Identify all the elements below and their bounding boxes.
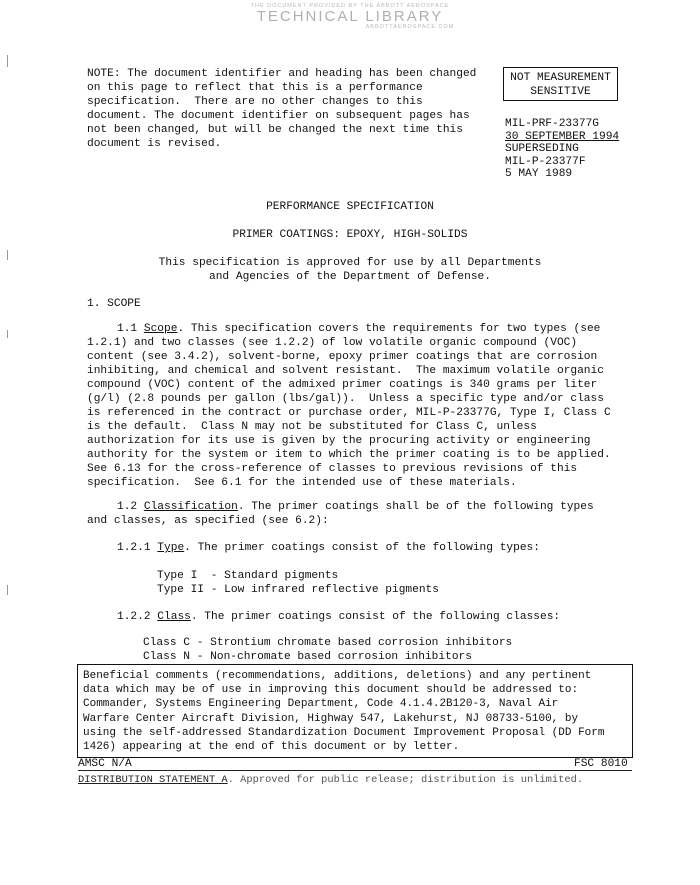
doc-id: MIL-PRF-23377G [505, 118, 599, 130]
comments-box: Beneficial comments (recommendations, additions, deletions) and any pertinent data which may be of use in improving this document should be addressed to: Commander, Systems Engineering Department, Code 4.1.4.2B120-3, Naval Air Warfare Center Aircraft Division, Highway 547, Lakehurst, NJ 08733-5100, by using the self-addressed Standardization Document Improvement Proposal (DD Form 1426) appearing at the end of this document or by letter. [77, 664, 633, 758]
spec-kind: PERFORMANCE SPECIFICATION [266, 201, 434, 213]
para-1-2 [87, 500, 657, 528]
old-doc-date: 5 MAY 1989 [505, 168, 573, 181]
para-1-1-first-text: . This specification covers the requirements for two types (see [177, 323, 601, 335]
approval-statement: This specification is approved for use by all Departments and Agencies of the Department of Defense. [158, 257, 542, 283]
para-1-2-1-text: . The primer coatings consist of the following types: [184, 542, 540, 554]
para-1-2-1-title: Type [157, 542, 185, 554]
para-1-1-first-line [87, 322, 657, 336]
para-1-2-title: Classification [143, 501, 238, 513]
superseding-label: SUPERSEDING [505, 143, 579, 156]
type-ii: Type II - Low infrared reflective pigments [157, 584, 439, 596]
para-1-2-first-text: . The primer coatings shall be of the following types [237, 501, 594, 513]
scan-edge-mark [7, 55, 8, 67]
doc-identifiers [505, 118, 619, 181]
para-1-2-number: 1.2 [117, 501, 144, 513]
para-1-1-body: 1.2.1) and two classes (see 1.2.2) of low volatile organic compound (VOC) content (see 3.4.2), solvent-borne, epoxy primer coatings that are corrosion inhibiting, and chemical and solvent resistant. The maximum volatile organic compound (VOC) content of the admixed primer coatings is 340 grams per liter (g/l) (2.8 pounds per gallon (lbs/gal)). Unless a specific type and/or class is referenced in the contract or purchase order, MIL-P-23377G, Type I, Class C is the default. Class N may not be substituted for Class C, unless authorization for its use is given by the procuring activity or engineering authority for the system or item to which the primer coating is to be applied. See 6.13 for the cross-reference of classes to previous revisions of this specification. See 6.1 for the intended use of these materials. [87, 337, 611, 489]
para-1-2-2-title: Class [157, 611, 191, 623]
para-1-2-1-number: 1.2.1 [117, 542, 158, 554]
scan-edge-mark [7, 330, 8, 338]
para-1-2-2-number: 1.2.2 [117, 611, 158, 623]
class-n: Class N - Non-chromate based corrosion inhibitors [143, 651, 472, 663]
para-1-2-2 [117, 610, 560, 624]
distribution-text: . Approved for public release; distribution is unlimited. [227, 774, 584, 786]
fsc-label: FSC 8010 [574, 758, 628, 770]
doc-date: 30 SEPTEMBER 1994 [505, 130, 620, 143]
amsc-label: AMSC N/A [78, 758, 132, 770]
footer-rule [78, 770, 632, 771]
class-list [143, 636, 512, 664]
watermark-small-line: THE DOCUMENT PROVIDED BY THE ABBOTT AEROSPACE [250, 3, 450, 9]
para-1-1-title: Scope [143, 323, 178, 335]
para-1-2-body: and classes, as specified (see 6.2): [87, 515, 329, 527]
scan-edge-mark [7, 585, 8, 595]
library-watermark [0, 0, 700, 30]
badge-line-2: SENSITIVE [530, 86, 591, 98]
distribution-statement [78, 773, 583, 787]
old-doc-id: MIL-P-23377F [505, 155, 586, 168]
watermark-url: ABBOTTAEROSPACE.COM [365, 24, 455, 30]
measurement-badge [503, 67, 618, 101]
type-list [157, 569, 439, 597]
class-c: Class C - Strontium chromate based corrosion inhibitors [143, 637, 513, 649]
watermark-title: TECHNICAL LIBRARY [256, 8, 444, 25]
para-1-2-1 [117, 541, 540, 555]
para-1-2-first-line [87, 500, 657, 514]
type-i: Type I - Standard pigments [157, 570, 339, 582]
badge-line-1: NOT MEASUREMENT [510, 72, 611, 84]
distribution-label: DISTRIBUTION STATEMENT A [78, 774, 228, 786]
section-heading: 1. SCOPE [87, 298, 141, 310]
spec-subject: PRIMER COATINGS: EPOXY, HIGH-SOLIDS [232, 229, 468, 241]
para-1-1-number: 1.1 [117, 323, 144, 335]
change-note: NOTE: The document identifier and heading has been changed on this page to reflect that this is a performance specification. There are no other changes to this document. The document identifier on subsequent pages has not been changed, but will be changed the next time this document is revised. [87, 68, 477, 150]
para-1-1 [87, 322, 657, 490]
para-1-2-2-text: . The primer coatings consist of the following classes: [190, 611, 561, 623]
